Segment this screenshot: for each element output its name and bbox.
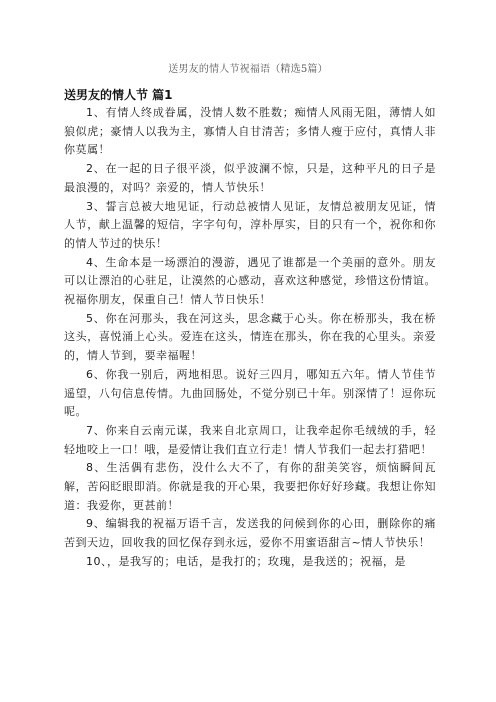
paragraph-3: 3、誓言总被大地见证，行动总被情人见证，友情总被朋友见证，情人节，献上温馨的短信，字字句句，淳朴厚实，目的只有一个，祝你和你的情人节过的快乐！	[64, 199, 436, 250]
section-heading: 送男友的情人节 篇1	[64, 88, 173, 102]
paragraph-10: 10、，是我写的；电话，是我打的；玫瑰，是我送的；祝福，是	[86, 554, 406, 568]
paragraph-4: 4、生命本是一场漂泊的漫游，遇见了谁都是一个美丽的意外。朋友可以让漂泊的心驻足，让漠然的心感动，喜欢这种感觉，珍惜这份情谊。祝福你朋友，保重自己！情人节日快乐！	[64, 255, 436, 307]
paragraph-8: 8、生活偶有悲伤，没什么大不了，有你的甜美笑容，烦恼瞬间瓦解，苦闷眨眼即消。你就是我的开心果，我要把你好好珍藏。我想让你知道：我爱你，更甚前！	[64, 461, 436, 512]
paragraph-9: 9、编辑我的祝福万语千言，发送我的问候到你的心田，删除你的痛苦到天边，回收我的回忆保存到永远，爱你不用蜜语甜言~情人节快乐！	[64, 517, 436, 550]
document-title: 送男友的情人节祝福语（精选5篇）	[168, 64, 328, 75]
paragraph-7: 7、你来自云南元谋，我来自北京周口，让我牵起你毛绒绒的手，轻轻地咬上一口！哦，是爱情让我们直立行走！情人节我们一起去打猎吧！	[64, 423, 436, 456]
paragraph-1: 1、有情人终成眷属，没情人数不胜数；痴情人风雨无阻，薄情人如狼似虎；豪情人以我为主，寡情人自甘清苦；多情人瘦于应付，真情人非你莫属！	[64, 106, 436, 157]
document-body	[64, 104, 436, 572]
paragraph-2: 2、在一起的日子很平淡，似乎波澜不惊，只是，这种平凡的日子是最浪漫的，对吗？亲爱的，情人节快乐！	[64, 162, 436, 194]
paragraph-5: 5、你在河那头，我在河这头，思念藏于心头。你在桥那头，我在桥这头，喜悦涌上心头。爱连在这头，情连在那头，你在我的心里头。亲爱的，情人节到，要幸福喔！	[64, 311, 436, 363]
paragraph-6: 6、你我一别后，两地相思。说好三四月，哪知五六年。情人节佳节遥望，八句信息传情。九曲回肠处，不觉分别已十年。别深情了！逗你玩呢。	[64, 367, 436, 419]
